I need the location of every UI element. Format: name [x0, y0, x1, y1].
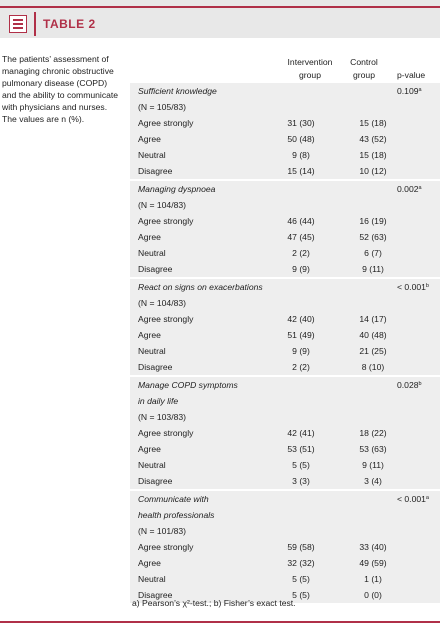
table-header-band: [0, 0, 440, 38]
intervention-value: 5 (5): [292, 574, 310, 584]
intervention-value: 42 (41): [287, 428, 315, 438]
row-label: Disagree: [138, 264, 173, 274]
p-value-footnote-mark: b: [425, 283, 429, 289]
sample-size-row: [130, 523, 440, 539]
p-value-footnote-mark: a: [418, 87, 422, 93]
sample-size-row: [130, 197, 440, 213]
table-footnote: a) Pearson’s χ²-test.; b) Fisher’s exact test.: [132, 598, 296, 608]
intervention-value: 53 (51): [287, 444, 315, 454]
table-row: [130, 147, 440, 163]
control-value: 6 (7): [364, 248, 382, 258]
row-label: Neutral: [138, 346, 166, 356]
table-row: [130, 555, 440, 571]
row-label: Neutral: [138, 460, 166, 470]
row-label: Agree strongly: [138, 314, 194, 324]
table-row: [130, 229, 440, 245]
section-title: Communicate with: [138, 494, 209, 504]
table-row: [130, 425, 440, 441]
column-header-intervention-line2: group: [299, 70, 321, 80]
section-title: health professionals: [138, 510, 215, 520]
intervention-value: 47 (45): [287, 232, 315, 242]
intervention-value: 15 (14): [287, 166, 315, 176]
section-title: Managing dyspnoea: [138, 184, 216, 194]
intervention-value: 9 (9): [292, 264, 310, 274]
control-value: 3 (4): [364, 476, 382, 486]
table-row: [130, 343, 440, 359]
table-row: [130, 327, 440, 343]
control-value: 21 (25): [359, 346, 387, 356]
control-value: 1 (1): [364, 574, 382, 584]
row-label: Agree strongly: [138, 216, 194, 226]
control-value: 40 (48): [359, 330, 387, 340]
header-separator: [34, 12, 36, 36]
row-label: Agree strongly: [138, 118, 194, 128]
intervention-value: 46 (44): [287, 216, 315, 226]
sample-size: (N = 101/83): [138, 526, 187, 536]
sample-size-row: [130, 409, 440, 425]
control-value: 15 (18): [359, 118, 387, 128]
p-value: [397, 377, 422, 393]
row-label: Neutral: [138, 248, 166, 258]
row-label: Neutral: [138, 574, 166, 584]
p-value-footnote-mark: b: [418, 381, 422, 387]
intervention-value: 50 (48): [287, 134, 315, 144]
table-caption: The patients’ assessment of managing chronic obstructive pulmonary disease (COPD) and the ability to communicate with physicians and nurses. The values are n (%).: [2, 54, 119, 124]
row-label: Disagree: [138, 590, 173, 600]
p-value-number: 0.028: [397, 380, 419, 390]
row-label: Agree: [138, 558, 161, 568]
table-row: [130, 163, 440, 179]
section-title-row: [130, 181, 440, 197]
section-title: Sufficient knowledge: [138, 86, 217, 96]
table-row: [130, 115, 440, 131]
results-table: [130, 83, 440, 603]
column-header-p-value: p-value: [397, 70, 426, 80]
table-row: [130, 539, 440, 555]
row-label: Agree: [138, 134, 161, 144]
intervention-value: 9 (8): [292, 150, 310, 160]
sample-size-row: [130, 295, 440, 311]
p-value-number: < 0.001: [397, 282, 426, 292]
table-section: [130, 179, 440, 277]
control-value: 52 (63): [359, 232, 387, 242]
row-label: Disagree: [138, 362, 173, 372]
section-title-row: [130, 491, 440, 507]
column-header-control-line1: Control: [350, 57, 378, 67]
p-value-footnote-mark: a: [418, 185, 422, 191]
table-row: [130, 473, 440, 489]
header-top-rule: [0, 6, 440, 8]
table-row: [130, 571, 440, 587]
p-value: [397, 279, 429, 295]
p-value: [397, 83, 422, 99]
table-section: [130, 375, 440, 489]
sample-size: (N = 104/83): [138, 298, 187, 308]
section-title: Manage COPD symptoms: [138, 380, 238, 390]
row-label: Disagree: [138, 476, 173, 486]
row-label: Neutral: [138, 150, 166, 160]
control-value: 15 (18): [359, 150, 387, 160]
table-row: [130, 261, 440, 277]
row-label: Agree: [138, 330, 161, 340]
column-header-control: [346, 56, 382, 82]
sample-size: (N = 104/83): [138, 200, 187, 210]
control-value: 10 (12): [359, 166, 387, 176]
intervention-value: 31 (30): [287, 118, 315, 128]
control-value: 8 (10): [361, 362, 385, 372]
intervention-value: 42 (40): [287, 314, 315, 324]
row-label: Agree: [138, 444, 161, 454]
column-header-intervention: [280, 56, 340, 82]
table-title: TABLE 2: [43, 17, 96, 31]
table-section: [130, 277, 440, 375]
intervention-value: 51 (49): [287, 330, 315, 340]
section-title-row: [130, 377, 440, 393]
intervention-value: 59 (58): [287, 542, 315, 552]
p-value-footnote-mark: a: [425, 495, 429, 501]
intervention-value: 5 (5): [292, 460, 310, 470]
sample-size: (N = 105/83): [138, 102, 187, 112]
control-value: 0 (0): [364, 590, 382, 600]
control-value: 14 (17): [359, 314, 387, 324]
section-title-row: [130, 507, 440, 523]
table-row: [130, 441, 440, 457]
intervention-value: 3 (3): [292, 476, 310, 486]
sample-size: (N = 103/83): [138, 412, 187, 422]
table-section: [130, 489, 440, 603]
control-value: 9 (11): [362, 264, 384, 274]
row-label: Disagree: [138, 166, 173, 176]
control-value: 43 (52): [359, 134, 387, 144]
p-value-number: < 0.001: [397, 494, 426, 504]
p-value-number: 0.109: [397, 86, 419, 96]
control-value: 53 (63): [359, 444, 387, 454]
section-title: in daily life: [138, 396, 179, 406]
table-row: [130, 359, 440, 375]
table-row: [130, 457, 440, 473]
column-header-control-line2: group: [353, 70, 375, 80]
intervention-value: 2 (2): [292, 362, 310, 372]
p-value: [397, 491, 429, 507]
control-value: 9 (11): [362, 460, 384, 470]
section-title: React on signs on exacerbations: [138, 282, 263, 292]
table-row: [130, 245, 440, 261]
section-title-row: [130, 279, 440, 295]
control-value: 33 (40): [359, 542, 387, 552]
row-label: Agree strongly: [138, 542, 194, 552]
row-label: Agree strongly: [138, 428, 194, 438]
control-value: 49 (59): [359, 558, 387, 568]
section-title-row: [130, 83, 440, 99]
p-value-number: 0.002: [397, 184, 419, 194]
p-value: [397, 181, 422, 197]
table-section: [130, 83, 440, 179]
intervention-value: 5 (5): [292, 590, 310, 600]
section-title-row: [130, 393, 440, 409]
intervention-value: 9 (9): [292, 346, 310, 356]
table-row: [130, 131, 440, 147]
column-header-intervention-line1: Intervention: [287, 57, 333, 67]
control-value: 16 (19): [359, 216, 387, 226]
intervention-value: 2 (2): [292, 248, 310, 258]
control-value: 18 (22): [359, 428, 387, 438]
intervention-value: 32 (32): [287, 558, 315, 568]
row-label: Agree: [138, 232, 161, 242]
bottom-rule: [0, 621, 440, 623]
sample-size-row: [130, 99, 440, 115]
table-row: [130, 311, 440, 327]
table-icon: [9, 15, 27, 33]
table-row: [130, 213, 440, 229]
